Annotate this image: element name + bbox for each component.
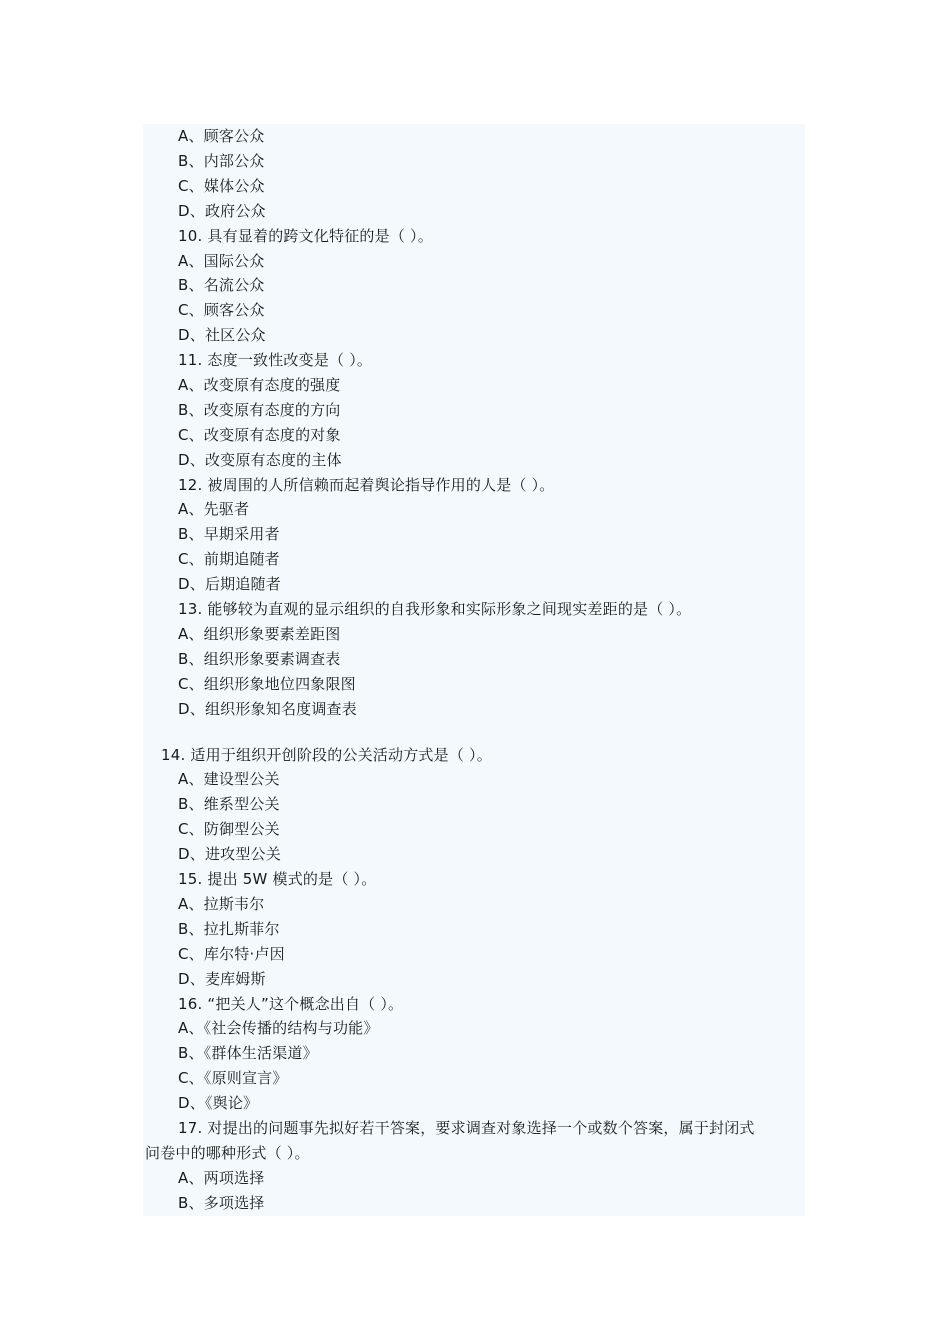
option-line: D、改变原有态度的主体 [178, 451, 342, 469]
question-line: 17. 对提出的问题事先拟好若干答案，要求调查对象选择一个或数个答案，属于封闭式 [178, 1119, 755, 1137]
question-line: 16. “把关人”这个概念出自（ ）。 [178, 995, 404, 1013]
option-line: A、建设型公关 [178, 770, 280, 788]
question-line: 11. 态度一致性改变是（ ）。 [178, 351, 373, 369]
question-line: 13. 能够较为直观的显示组织的自我形象和实际形象之间现实差距的是（ ）。 [178, 600, 692, 618]
option-line: B、组织形象要素调查表 [178, 650, 341, 668]
option-line: D、社区公众 [178, 326, 266, 344]
option-line: B、改变原有态度的方向 [178, 401, 341, 419]
option-line: A、《社会传播的结构与功能》 [178, 1019, 379, 1037]
option-line: A、两项选择 [178, 1169, 265, 1187]
option-line: B、拉扎斯菲尔 [178, 920, 280, 938]
option-line: C、《原则宣言》 [178, 1069, 288, 1087]
option-line: B、《群体生活渠道》 [178, 1044, 318, 1062]
option-line: D、麦库姆斯 [178, 970, 266, 988]
option-line: A、先驱者 [178, 500, 250, 518]
option-line: A、改变原有态度的强度 [178, 376, 341, 394]
option-line: B、多项选择 [178, 1194, 265, 1212]
option-line: C、前期追随者 [178, 550, 280, 568]
option-line: D、《舆论》 [178, 1094, 259, 1112]
question-line: 10. 具有显着的跨文化特征的是（ ）。 [178, 227, 433, 245]
option-line: C、防御型公关 [178, 820, 280, 838]
question-line: 15. 提出 5W 模式的是（ ）。 [178, 870, 377, 888]
option-line: D、后期追随者 [178, 575, 281, 593]
option-line: C、顾客公众 [178, 301, 265, 319]
question-list [143, 124, 805, 1216]
question-line: 12. 被周围的人所信赖而起着舆论指导作用的人是（ ）。 [178, 476, 555, 494]
option-line: C、媒体公众 [178, 177, 265, 195]
option-line: D、政府公众 [178, 202, 266, 220]
option-line: C、组织形象地位四象限图 [178, 675, 356, 693]
option-line: B、内部公众 [178, 152, 265, 170]
option-line: B、早期采用者 [178, 525, 280, 543]
option-line: C、改变原有态度的对象 [178, 426, 341, 444]
question-line: 14. 适用于组织开创阶段的公关活动方式是（ ）。 [161, 746, 492, 764]
option-line: A、组织形象要素差距图 [178, 625, 341, 643]
question-continuation-line: 问卷中的哪种形式（ ）。 [145, 1144, 310, 1162]
option-line: B、维系型公关 [178, 795, 280, 813]
option-line: A、国际公众 [178, 252, 265, 270]
document-page [143, 124, 805, 1216]
option-line: D、进攻型公关 [178, 845, 281, 863]
option-line: B、名流公众 [178, 276, 265, 294]
option-line: A、顾客公众 [178, 127, 265, 145]
option-line: D、组织形象知名度调查表 [178, 700, 357, 718]
option-line: A、拉斯韦尔 [178, 895, 265, 913]
option-line: C、库尔特·卢因 [178, 945, 285, 963]
